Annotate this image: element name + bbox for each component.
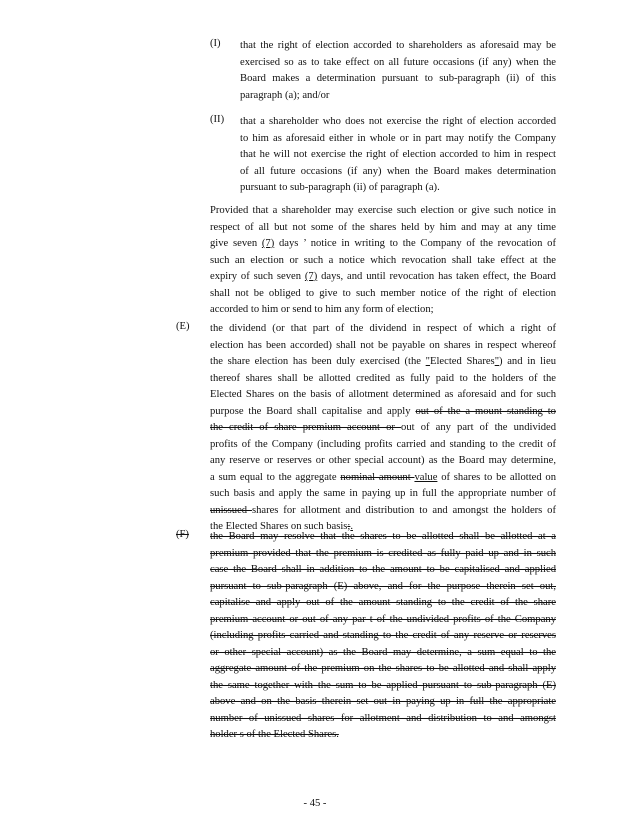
- text-line: shall not be obliged to give to such member notice of the right of election: [210, 287, 556, 299]
- deleted-line: premium provided that the premium is credited as fully paid up and in such: [210, 547, 556, 559]
- inserted-text: (7): [261, 238, 275, 249]
- text-line: election has been accorded) shall not be payable on shares in respect whereof: [210, 339, 556, 351]
- inserted-text: ": [494, 356, 500, 367]
- text-line: the Elected Shares on such basis;.: [210, 521, 353, 532]
- page-number: - 45 -: [303, 798, 327, 809]
- deleted-line: premium account or out of any par t of the undivided profits of the Company: [210, 613, 556, 625]
- sub-item-ii-label: (II): [210, 114, 225, 125]
- text-line: Elected Shares on the basis of allotment determined as aforesaid and for such: [210, 389, 556, 400]
- text-line: of all future occasions (if any) when the Board makes determination: [240, 165, 556, 177]
- text-line: expiry of such seven (7) days, and until revocation has taken effect, the Board: [210, 271, 556, 282]
- deleted-line: pursuant to sub-paragraph (E) above, and for the purpose therein set out,: [210, 580, 556, 592]
- text-line: a sum equal to the aggregate nominal amount value of shares to be allotted on: [210, 471, 557, 483]
- text-line: Provided that a shareholder may exercise such election or give such notice in: [210, 205, 556, 216]
- deleted-text: out of the a mount standing to: [415, 405, 556, 417]
- inserted-text: value: [414, 471, 438, 483]
- deleted-line: capitalise and apply out of the amount standing to the credit of the share: [210, 597, 556, 608]
- sub-item-i-label: (I): [210, 38, 221, 49]
- deleted-text: nominal amount: [340, 471, 415, 483]
- text-line: the dividend (or that part of the dividend in respect of which a right of: [210, 323, 556, 334]
- text-line: pursuant to sub-paragraph (ii) of paragraph (a).: [240, 182, 440, 193]
- text-line: such an election or such a notice which revocation shall take effect at the: [210, 254, 556, 266]
- text-line: such basis and apply the same in paying up in full the appropriate number of: [210, 488, 556, 499]
- inserted-text: .: [350, 521, 353, 532]
- text-line: that he will not exercise the right of election accorded to him in respect: [240, 149, 556, 160]
- deleted-line: the same together with the sum to be applied pursuant to sub-paragraph (E): [210, 679, 556, 691]
- deleted-line: or other special account) as the Board may determine, a sum equal to the: [210, 646, 556, 658]
- text-line: the credit of share premium account or out of any part of the undivided: [210, 422, 556, 433]
- text-line: give seven (7) days ’ notice in writing to the Company of the revocation of: [210, 238, 556, 249]
- deleted-line: the Board may resolve that the shares to be allotted shall be allotted at a: [210, 531, 556, 542]
- deleted-line: number of unissued shares for allotment and distribution to and amongst: [210, 712, 556, 724]
- paragraph-e-label: (E): [176, 321, 190, 332]
- deleted-text: the credit of share premium account or: [210, 422, 402, 433]
- text-line: respect of all but not some of the shares held by him and may at any time: [210, 221, 556, 233]
- text-line: thereof shares shall be allotted credited as fully paid to the holders of the: [210, 372, 556, 384]
- text-line: any reserve or reserves or other special account) as the Board may determine,: [210, 455, 556, 466]
- deleted-line: aggregate amount of the premium on the shares to be allotted and shall apply: [210, 663, 556, 674]
- deleted-line: holder s of the Elected Shares.: [210, 729, 339, 740]
- text-line: the share election has been duly exercised (the "Elected Shares") and in lieu: [210, 356, 556, 367]
- text-line: paragraph (a); and/or: [240, 89, 330, 101]
- text-line: exercised so as to take effect on all future occasions (if any) when the: [240, 56, 556, 68]
- text-line: Board makes a determination pursuant to sub-paragraph (ii) of this: [240, 73, 556, 84]
- proviso-paragraph: [210, 203, 556, 319]
- text-line: that the right of election accorded to shareholders as aforesaid may be: [240, 40, 556, 51]
- paragraph-f-label: (F): [176, 529, 189, 540]
- text-line: accorded to him or send to him any form of election;: [210, 304, 434, 315]
- inserted-text: ": [425, 356, 430, 367]
- deleted-line: (including profits carried and standing to the credit of any reserve or reserves: [210, 630, 556, 641]
- text-line: unissued shares for allotment and distribution to and amongst the holders of: [210, 504, 556, 516]
- deleted-line: case the Board shall in addition to the amount to be capitalised and applied: [210, 564, 556, 575]
- inserted-text: (7): [304, 271, 318, 282]
- deleted-line: above and on the basis therein set out in paying up in full the appropriate: [210, 696, 556, 707]
- text-line: that a shareholder who does not exercise the right of election accorded: [240, 116, 556, 127]
- deleted-text: ;: [347, 521, 351, 532]
- text-line: to him as aforesaid either in whole or in part may notify the Company: [240, 132, 556, 144]
- deleted-text: unissued: [210, 504, 252, 516]
- text-line: purpose the Board shall capitalise and apply out of the a mount standing to: [210, 405, 556, 417]
- text-line: profits of the Company (including profits carried and standing to the credit of: [210, 438, 556, 450]
